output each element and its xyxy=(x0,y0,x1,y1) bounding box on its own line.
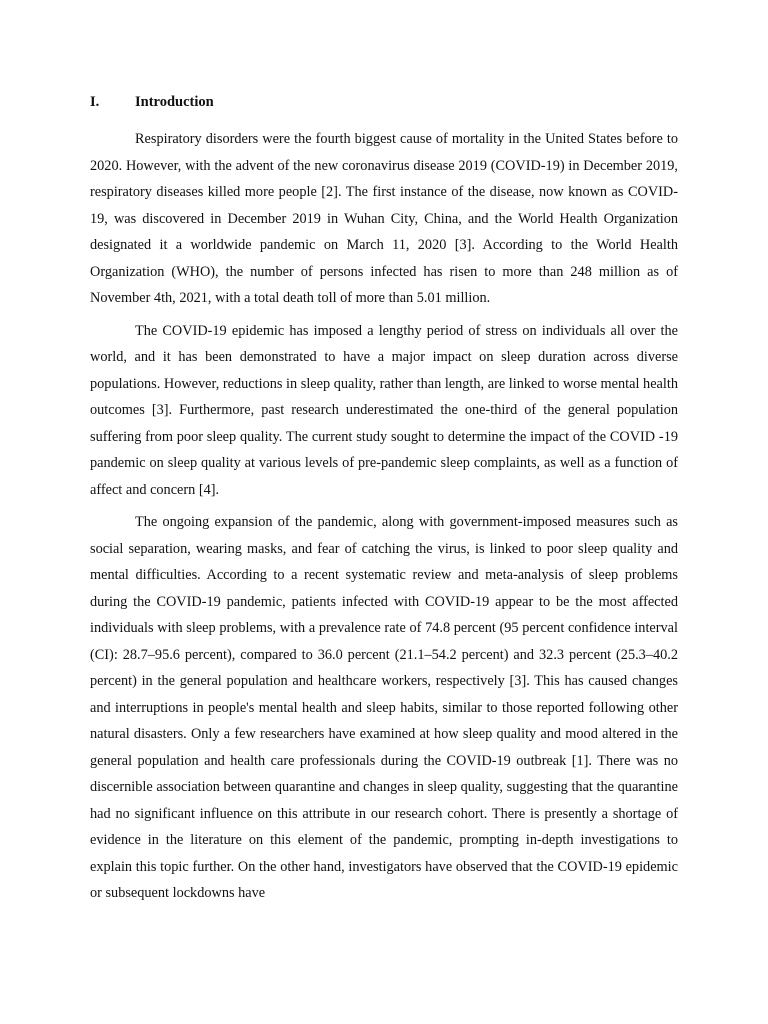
document-page xyxy=(90,92,678,913)
paragraph-2: The COVID-19 epidemic has imposed a lengthy period of stress on individuals all over the world, and it has been demonstrated to have a major impact on sleep duration across diverse populations. However, reductions in sleep quality, rather than length, are linked to worse mental health outcomes [3]. Furthermore, past research underestimated the one-third of the general population suffering from poor sleep quality. The current study sought to determine the impact of the COVID -19 pandemic on sleep quality at various levels of pre-pandemic sleep complaints, as well as a function of affect and concern [4]. xyxy=(90,322,678,498)
section-title: Introduction xyxy=(135,94,214,110)
paragraph-3: The ongoing expansion of the pandemic, along with government-imposed measures such as social separation, wearing masks, and fear of catching the virus, is linked to poor sleep quality and mental difficulties. According to a recent systematic review and meta-analysis of sleep problems during the COVID-19 pandemic, patients infected with COVID-19 appear to be the most affected individuals with sleep problems, with a prevalence rate of 74.8 percent (95 percent confidence interval (CI): 28.7–95.6 percent), compared to 36.0 percent (21.1–54.2 percent) and 32.3 percent (25.3–40.2 percent) in the general population and healthcare workers, respectively [3]. This has caused changes and interruptions in people's mental health and sleep habits, similar to those reported following other natural disasters. Only a few researchers have examined at how sleep quality and mood altered in the general population and health care professionals during the COVID-19 outbreak [1]. There was no discernible association between quarantine and changes in sleep quality, suggesting that the quarantine had no significant influence on this attribute in our research cohort. There is presently a shortage of evidence in the literature on this element of the pandemic, prompting in-depth investigations to explain this topic further. On the other hand, investigators have observed that the COVID-19 epidemic or subsequent lockdowns have xyxy=(90,514,678,901)
section-number: I. xyxy=(90,94,100,110)
section-heading xyxy=(90,92,678,112)
paragraph-1: Respiratory disorders were the fourth biggest cause of mortality in the United States before to 2020. However, with the advent of the new coronavirus disease 2019 (COVID-19) in December 2019, respiratory diseases killed more people [2]. The first instance of the disease, now known as COVID-19, was discovered in December 2019 in Wuhan City, China, and the World Health Organization designated it a worldwide pandemic on March 11, 2020 [3]. According to the World Health Organization (WHO), the number of persons infected has risen to more than 248 million as of November 4th, 2021, with a total death toll of more than 5.01 million. xyxy=(90,131,678,306)
